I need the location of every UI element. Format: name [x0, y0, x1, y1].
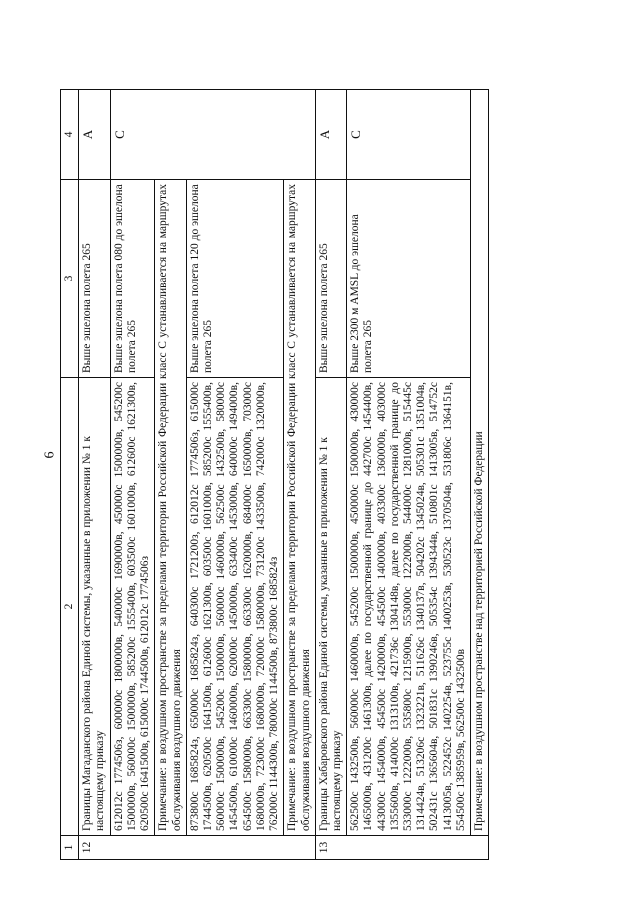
row-number: 12 [79, 836, 316, 860]
column-number-row [61, 90, 79, 860]
column-number: 4 [61, 90, 79, 180]
class-cell: А [315, 90, 346, 180]
coordinates-cell: 873800с 1685824з, 650000с 1685824з, 640300с 1721200з, 612012с 1774506з, 615000с 1744500в, 620500с 1641500в, 612600с 1621300в, 603500с 1601000в, 585200с 1555400в, 560000с 1500000в, 545200с 1500000в, 560000с 1460000в, 562500с 1432500в, 580000с 1454500в, 610000с 1460000в, 620000с 1450000в, 633400с 1453000в, 640000с 1494000в, 654500с 1580000в, 663300с 1580000в, 663300с 1620000в, 684000с 1650000в, 703000с 1680000в, 723000с 1680000в, 720000с 1580000в, 731200с 1433500в, 742000с 1320000в, 762000с 1144300в, 780000с 1144500в, 873800с 1685824з [186, 378, 284, 836]
class-cell: С [347, 90, 471, 180]
column-number: 3 [61, 180, 79, 378]
coordinates-cell: 612012с 1774506з, 600000с 1800000в, 540000с 1690000в, 450000с 1500000в, 545200с 1500000в, 560000с 1500000в, 585200с 1555400в, 603500с 1601000в, 612600с 1621300в, 620500с 1641500в, 615000с 1744500в, 612012с 1774506з [110, 378, 155, 836]
column-number: 2 [61, 378, 79, 836]
coordinates-cell: 562500с 1432500в, 560000с 1460000в, 545200с 1500000в, 450000с 1500000в, 430000с 1465000в, 431200с 1461300в, далее по государственной границе до 442700с 1454400в, 443000с 1454000в, 454500с 1420000в, 454500с 1400000в, 403300с 1360000в, 403000с 1355600в, 414000с 1313100в, 421736с 1304148в, далее по государственной границе до 533000с 1222000в, 535800с 1215900в, 553000с 1222000в, 544000с 1281000в, 515445с 1314424в, 513206с 1323221в, 511626с 1340137в, 504202с 1345024в, 505301с 1351004в, 502431с 1365604в, 501831с 1390246в, 505354с 1394344в, 510801с 1413005в, 514752с 1413005в, 522452с 1402254в, 523755с 1400253в, 530523с 1370504в, 531806с 1364151в, 554500с 1385959в, 562500с 1432500в [347, 378, 471, 836]
level-cell: Выше эшелона полета 080 до эшелона полета 265 [110, 180, 155, 378]
level-cell: Выше 2300 м AMSL до эшелона полета 265 [347, 180, 471, 378]
note-cell: Примечание: в воздушном пространстве за пределами территории Российской Федерации класс С устанавливается на маршрутах обслуживания воздушного движения [155, 180, 186, 836]
table-row [186, 90, 284, 860]
airspace-table [60, 89, 489, 860]
region-heading: Границы Магаданского района Единой системы, указанные в приложении № 1 к настоящему приказу [79, 378, 110, 836]
level-cell: Выше эшелона полета 265 [315, 180, 346, 378]
note-cell: Примечание: в воздушном пространстве над территорией Российской Федерации [471, 90, 489, 836]
table-row [155, 90, 186, 860]
region-heading: Границы Хабаровского района Единой системы, указанные в приложении № 1 к настоящему приказу [315, 378, 346, 836]
level-cell: Выше эшелона полета 265 [79, 180, 110, 378]
class-cell: А [79, 90, 110, 180]
table-row [284, 90, 315, 860]
level-cell: Выше эшелона полета 120 до эшелона полета 265 [186, 180, 284, 378]
column-number: 1 [61, 836, 79, 860]
table-row [79, 90, 110, 860]
table-row [347, 90, 471, 860]
class-cell: С [110, 90, 315, 180]
table-row [471, 90, 489, 860]
note-cell: Примечание: в воздушном пространстве за пределами территории Российской Федерации класс С устанавливается на маршрутах обслуживания воздушного движения [284, 180, 315, 836]
table-row [315, 90, 346, 860]
rotated-page-content [60, 90, 560, 860]
page-number: 6 [42, 451, 58, 459]
row-number: 13 [315, 836, 489, 860]
